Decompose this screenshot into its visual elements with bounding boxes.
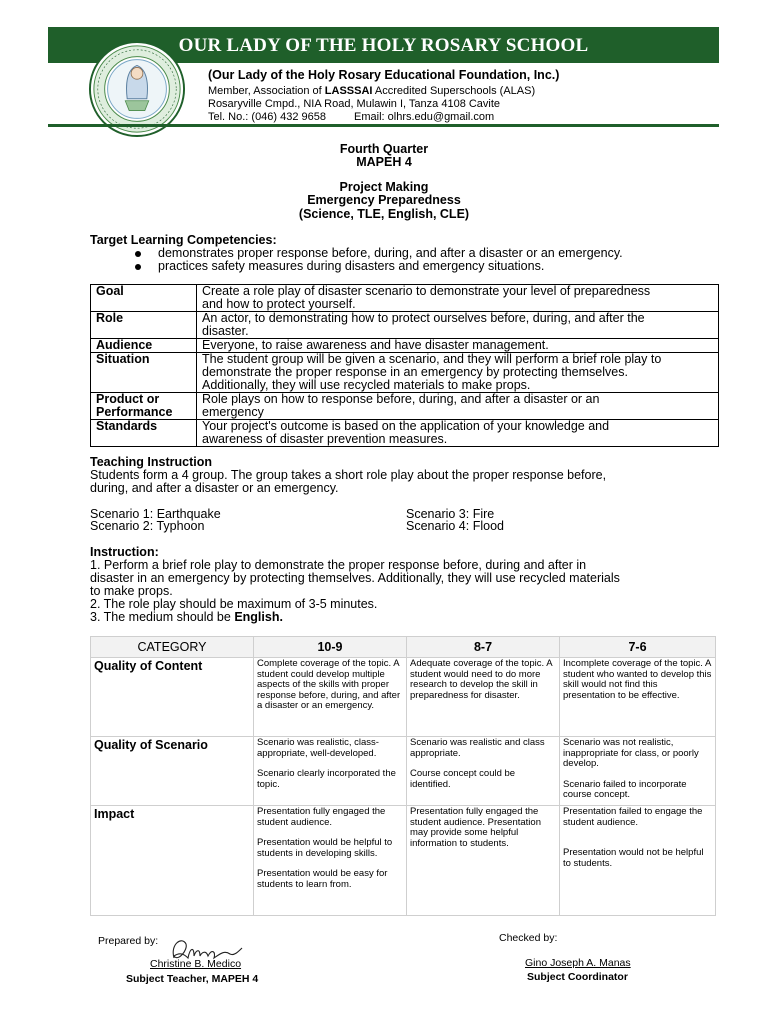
subject-title: MAPEH 4 xyxy=(356,155,412,169)
table-row xyxy=(91,285,719,312)
table-row xyxy=(91,806,716,916)
teacher-role: Subject Teacher, MAPEH 4 xyxy=(126,973,259,985)
grasps-key: Role xyxy=(91,312,197,339)
scenario-item: Scenario 3: Fire xyxy=(406,507,495,521)
rubric-cell: Presentation fully engaged the student audience. Presentation may provide some helpful information to students. xyxy=(407,806,560,916)
column-header: 7-6 xyxy=(560,637,716,658)
table-row xyxy=(91,737,716,806)
table-row xyxy=(91,420,719,447)
bullet-icon xyxy=(135,264,141,270)
rubric-cell: Presentation fully engaged the student audience. Presentation would be helpful to students in developing skills. Presentation would be easy for students to learn from. xyxy=(254,806,407,916)
instruction-text: to make props. xyxy=(90,584,173,598)
grasps-table xyxy=(90,284,719,447)
grasps-value: Create a role play of disaster scenario to demonstrate your level of preparedness and how to protect yourself. xyxy=(197,285,719,312)
rubric-category: Quality of Content xyxy=(91,658,254,737)
competency-item: demonstrates proper response before, during, and after a disaster or an emergency. xyxy=(158,246,623,260)
instruction-text: 3. The medium should be English. xyxy=(90,610,283,624)
column-header: 10-9 xyxy=(254,637,407,658)
teaching-text: Students form a 4 group. The group takes a short role play about the proper response before, xyxy=(90,468,607,482)
rubric-cell: Presentation failed to engage the student audience. Presentation would not be helpful to students. xyxy=(560,806,716,916)
membership-line: Member, Association of LASSSAI Accredited Superschools (ALAS) xyxy=(208,85,536,97)
rubric-cell: Scenario was realistic, class-appropriate, well-developed. Scenario clearly incorporated the topic. xyxy=(254,737,407,806)
teacher-name: Christine B. Medico xyxy=(150,958,242,970)
school-name: OUR LADY OF THE HOLY ROSARY SCHOOL xyxy=(178,35,589,56)
column-header: CATEGORY xyxy=(91,637,254,658)
column-header: 8-7 xyxy=(407,637,560,658)
checked-by-label: Checked by: xyxy=(499,932,558,944)
rubric-cell: Scenario was not realistic, inappropriate for class, or poorly develop. Scenario failed to incorporate course concept. xyxy=(560,737,716,806)
integration-title: (Science, TLE, English, CLE) xyxy=(298,207,470,221)
coordinator-role: Subject Coordinator xyxy=(527,971,628,983)
table-row xyxy=(91,353,719,393)
competency-item: practices safety measures during disasters and emergency situations. xyxy=(158,259,545,273)
contact-line: Tel. No.: (046) 432 9658 Email: olhrs.edu@gmail.com xyxy=(208,111,495,123)
topic-title: Emergency Preparedness xyxy=(307,193,461,207)
table-row xyxy=(91,339,719,353)
rubric-cell: Complete coverage of the topic. A student could develop multiple aspects of the skills with proper response before, during, and after a disaster or an emergency. xyxy=(254,658,407,737)
grasps-value: The student group will be given a scenario, and they will perform a brief role play to demonstrate the proper response in an emergency by protecting themselves. Additionally, they will use recycled materials to make props. xyxy=(197,353,719,393)
bullet-icon xyxy=(135,251,141,257)
grasps-value: Your project's outcome is based on the application of your knowledge and awareness of disaster prevention measures. xyxy=(197,420,719,447)
coordinator-name: Gino Joseph A. Manas xyxy=(525,957,631,969)
foundation-name: (Our Lady of the Holy Rosary Educational Foundation, Inc.) xyxy=(208,68,560,82)
instruction-text: 2. The role play should be maximum of 3-5 minutes. xyxy=(90,597,378,611)
grasps-key: Product or Performance xyxy=(91,393,197,420)
instruction-text: 1. Perform a brief role play to demonstrate the proper response before, during and after in xyxy=(90,558,587,572)
competencies-heading: Target Learning Competencies: xyxy=(90,233,277,247)
teaching-text: during, and after a disaster or an emergency. xyxy=(90,481,339,495)
header-divider xyxy=(48,124,719,127)
grasps-value: An actor, to demonstrating how to protect ourselves before, during, and after the disaster. xyxy=(197,312,719,339)
rubric-table xyxy=(90,636,716,916)
table-row xyxy=(91,312,719,339)
prepared-by-label: Prepared by: xyxy=(98,935,159,947)
quarter-title: Fourth Quarter xyxy=(339,142,429,156)
rubric-cell: Adequate coverage of the topic. A student would need to do more research to develop the skill in preparedness for disaster. xyxy=(407,658,560,737)
rubric-category: Impact xyxy=(91,806,254,916)
rubric-cell: Scenario was realistic and class appropriate. Course concept could be identified. xyxy=(407,737,560,806)
grasps-key: Situation xyxy=(91,353,197,393)
rubric-cell: Incomplete coverage of the topic. A student who wanted to develop this skill would not find this presentation to be effective. xyxy=(560,658,716,737)
grasps-value: Everyone, to raise awareness and have disaster management. xyxy=(197,339,719,353)
grasps-key: Standards xyxy=(91,420,197,447)
table-header-row xyxy=(91,637,716,658)
grasps-key: Audience xyxy=(91,339,197,353)
grasps-key: Goal xyxy=(91,285,197,312)
school-address: Rosaryville Cmpd., NIA Road, Mulawin I, Tanza 4108 Cavite xyxy=(208,98,501,110)
instruction-text: disaster in an emergency by protecting themselves. Additionally, they will use recycled materials xyxy=(90,571,620,585)
teaching-heading: Teaching Instruction xyxy=(90,455,212,469)
scenario-item: Scenario 1: Earthquake xyxy=(90,507,221,521)
scenario-item: Scenario 2: Typhoon xyxy=(90,519,205,533)
scenario-item: Scenario 4: Flood xyxy=(406,519,504,533)
table-row xyxy=(91,393,719,420)
rubric-category: Quality of Scenario xyxy=(91,737,254,806)
grasps-value: Role plays on how to response before, during, and after a disaster or an emergency xyxy=(197,393,719,420)
instruction-heading: Instruction: xyxy=(90,545,159,559)
table-row xyxy=(91,658,716,737)
activity-title: Project Making xyxy=(339,180,429,194)
